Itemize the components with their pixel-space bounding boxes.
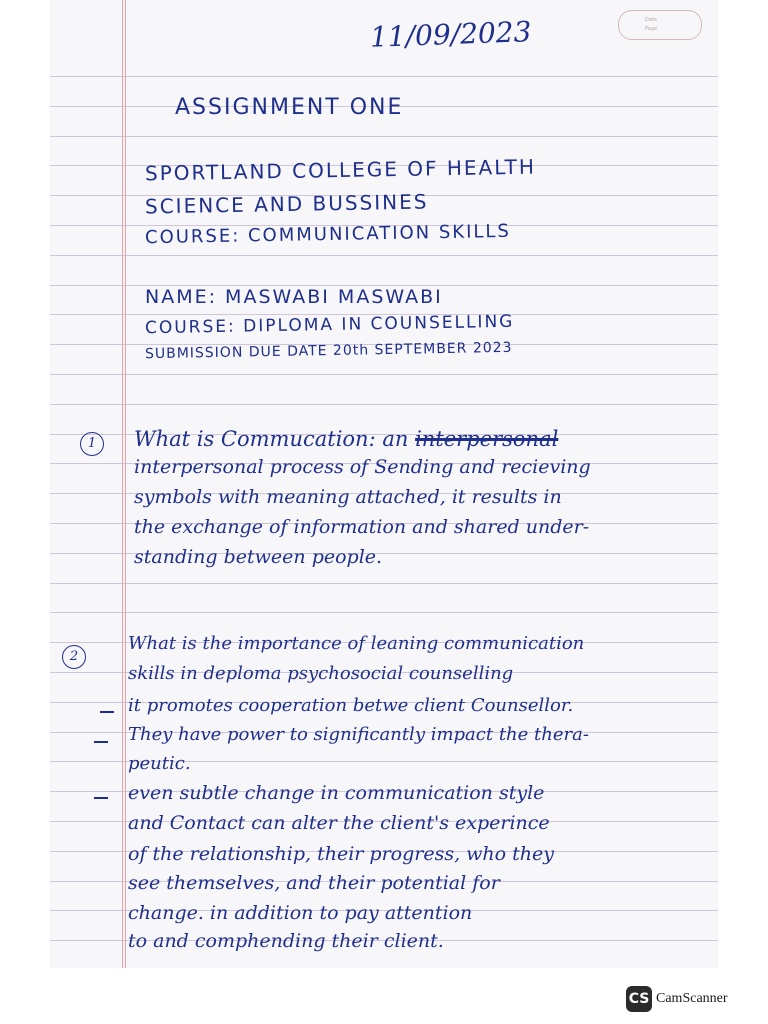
q1-line-2: interpersonal process of Sending and recieving — [134, 456, 591, 478]
q1-line-1 — [134, 427, 558, 451]
q2-point-3d: see themselves, and their potential for — [128, 872, 500, 894]
student-name: NAME: MASWABI MASWABI — [145, 286, 443, 308]
ruled-line — [50, 136, 718, 137]
ruled-line — [50, 583, 718, 584]
q2-line-2: skills in deploma psychosocial counselling — [128, 663, 514, 684]
ruled-line — [50, 374, 718, 375]
ruled-line — [50, 76, 718, 77]
q2-point-2a: They have power to significantly impact the thera- — [128, 724, 589, 745]
q2-point-3e: change. in addition to pay attention — [128, 902, 473, 924]
q2-point-3f: to and comphending their client. — [128, 930, 444, 952]
q1-line-1-text: What is Commucation: an — [134, 427, 409, 451]
camscanner-watermark — [626, 986, 728, 1012]
q2-point-2b: peutic. — [128, 753, 191, 774]
q1-line-5: standing between people. — [134, 546, 383, 568]
q1-struck-word: interpersonal — [415, 427, 559, 451]
bullet-dash — [94, 797, 108, 799]
stamp-page-label: Page — [645, 26, 658, 32]
bullet-dash — [94, 741, 108, 743]
bullet-dash — [100, 711, 114, 713]
q2-point-3a: even subtle change in communication style — [128, 782, 545, 804]
date-page-stamp — [618, 10, 702, 40]
student-course: COURSE: DIPLOMA IN COUNSELLING — [144, 311, 515, 339]
ruled-line — [50, 612, 718, 613]
q2-line-1: What is the importance of leaning communication — [128, 633, 585, 654]
stamp-date-label: Date — [645, 17, 657, 23]
margin-line — [122, 0, 123, 968]
q2-point-3b: and Contact can alter the client's experince — [128, 812, 550, 834]
q2-point-1: it promotes cooperation betwe client Counsellor. — [128, 695, 574, 716]
camscanner-logo-icon: CS — [626, 986, 652, 1012]
camscanner-label: CamScanner — [656, 991, 728, 1006]
q1-line-3: symbols with meaning attached, it results in — [134, 486, 562, 508]
college-line-2: SCIENCE AND BUSSINES — [144, 189, 429, 219]
course-title: COURSE: COMMUNICATION SKILLS — [144, 220, 512, 249]
ruled-line — [50, 404, 718, 405]
q1-line-4: the exchange of information and shared under- — [134, 516, 590, 538]
q2-point-3c: of the relationship, their progress, who they — [128, 843, 554, 865]
margin-line — [125, 0, 126, 968]
header-date: 11/09/2023 — [369, 15, 532, 54]
assignment-title: ASSIGNMENT ONE — [175, 95, 404, 120]
college-line-1: SPORTLAND COLLEGE OF HEALTH — [144, 154, 537, 186]
question-number-1: 1 — [80, 432, 104, 456]
submission-due-date: SUBMISSION DUE DATE 20th SEPTEMBER 2023 — [144, 339, 513, 363]
ruled-line — [50, 255, 718, 256]
notebook-page — [50, 0, 718, 968]
question-number-2: 2 — [62, 645, 86, 669]
